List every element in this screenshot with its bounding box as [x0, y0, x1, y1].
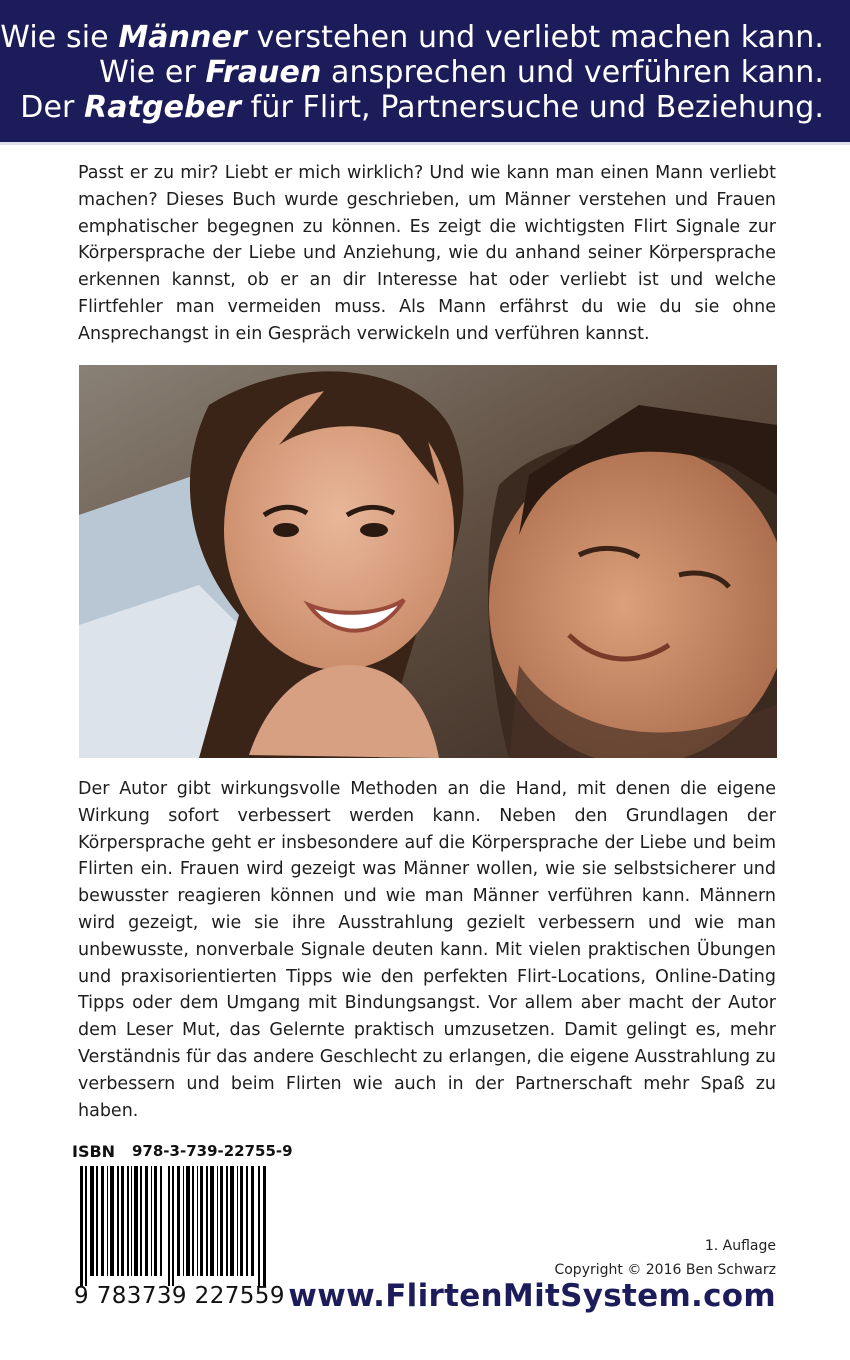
banner-line-3: Der Ratgeber für Flirt, Partnersuche und Beziehung. — [20, 90, 824, 125]
isbn-number: 978-3-739-22755-9 — [132, 1142, 293, 1160]
header-banner — [0, 0, 850, 142]
isbn-label: ISBN — [72, 1142, 116, 1161]
copyright-text: Copyright © 2016 Ben Schwarz — [554, 1262, 776, 1278]
body-paragraph: Der Autor gibt wirkungsvolle Methoden an die Hand, mit denen die eigene Wirkung sofort verbessert werden kann. Neben den Grundlagen der Körpersprache geht er insbesondere auf die Körpersprache der Liebe und beim Flirten ein. Frauen wird gezeigt was Männer wollen, wie sie selbstsicherer und bewusster reagieren können und wie man Männer verführen kann. Männern wird gezeigt, wie sie ihre Ausstrahlung gezielt verbessern und wie man unbewusste, nonverbale Signale deuten kann. Mit vielen praktischen Übungen und praxisorientierten Tipps wie den perfekten Flirt-Locations, Online-Dating Tipps oder dem Umgang mit Bindungsangst. Vor allem aber macht der Autor dem Leser Mut, das Gelernte praktisch umzusetzen. Damit gelingt es, mehr Verständnis für das andere Geschlecht zu erlangen, die eigene Ausstrahlung zu verbessern und beim Flirten wie auch in der Partnerschaft mehr Spaß zu haben. — [78, 779, 776, 1121]
website-url: www.FlirtenMitSystem.com — [288, 1278, 776, 1314]
intro-paragraph: Passt er zu mir? Liebt er mich wirklich? Und wie kann man einen Mann verliebt machen? Dieses Buch wurde geschrieben, um Männer verstehen und Frauen emphatischer begegnen zu können. Es zeigt die wichtigsten Flirt Signale zur Körpersprache der Liebe und Anziehung, wie du anhand seiner Körpersprache erkennen kannst, ob er an dir Interesse hat oder verliebt ist und welche Flirtfehler man vermeiden muss. Als Mann erfährst du wie du sie ohne Ansprechangst in ein Gespräch verwickeln und verführen kannst. — [78, 163, 776, 344]
edition-text: 1. Auflage — [704, 1238, 776, 1254]
barcode — [80, 1166, 268, 1286]
banner-line-2: Wie er Frauen ansprechen und verführen kann. — [99, 55, 824, 90]
couple-photo — [79, 365, 777, 758]
barcode-digits: 9 783739 227559 — [74, 1283, 285, 1309]
banner-line-1: Wie sie Männer verstehen und verliebt machen kann. — [0, 20, 824, 55]
